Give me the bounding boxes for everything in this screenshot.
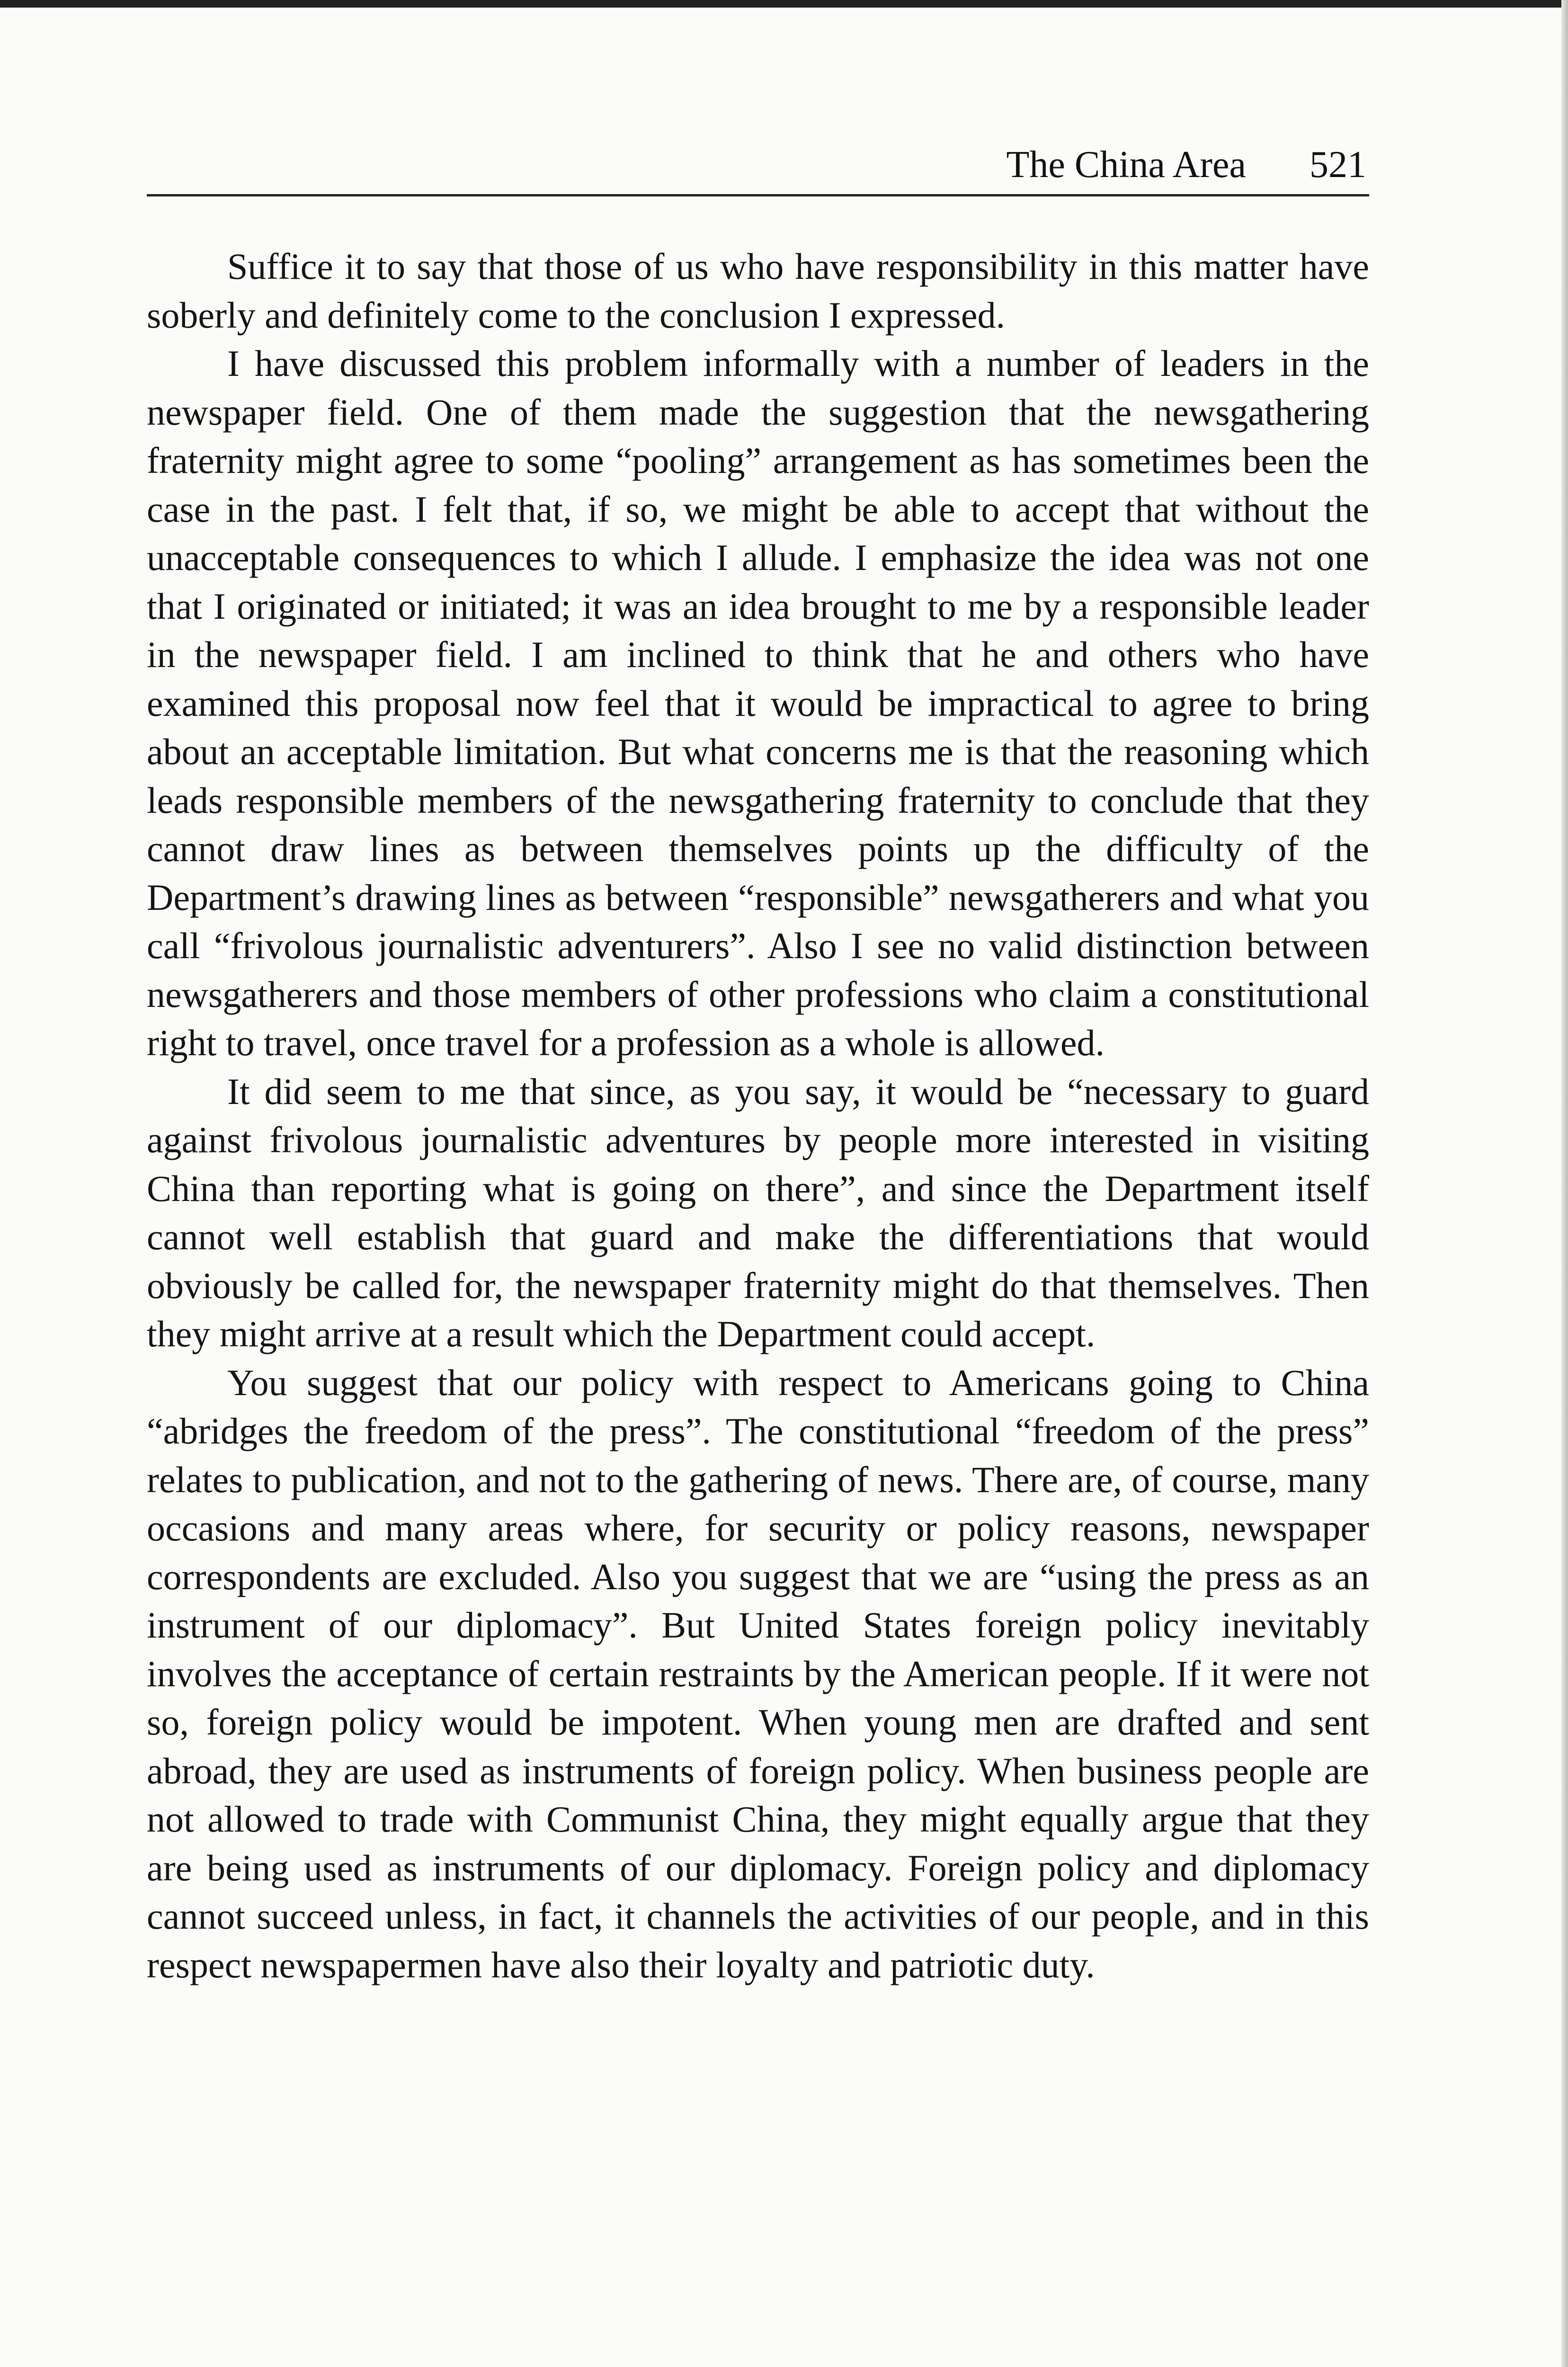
paragraph-1: Suffice it to say that those of us who have responsibility in this matter have soberly and definitely come to the conclusion I expressed. — [147, 246, 1369, 336]
body-text — [147, 242, 1369, 1989]
paragraph-2: I have discussed this problem informally with a number of leaders in the newspaper field. One of them made the suggestion that the newsgathering fraternity might agree to some “pooling” arrangement as has sometimes been the case in the past. I felt that, if so, we might be able to accept that without the unacceptable consequences to which I allude. I emphasize the idea was not one that I originated or initiated; it was an idea brought to me by a responsible leader in the newspaper field. I am inclined to think that he and others who have examined this proposal now feel that it would be impractical to agree to bring about an acceptable limitation. But what concerns me is that the reasoning which leads responsible members of the newsgathering fraternity to conclude that they cannot draw lines as between themselves points up the difficulty of the Department’s drawing lines as between “responsible” newsgatherers and what you call “frivolous journalistic adventurers”. Also I see no valid distinction between newsgatherers and those members of other professions who claim a constitutional right to travel, once travel for a profession as a whole is allowed. — [147, 343, 1369, 1063]
running-head-title: The China Area — [1006, 144, 1246, 186]
page-number: 521 — [1310, 144, 1366, 186]
running-head — [147, 137, 1369, 196]
scan-right-edge — [1561, 0, 1568, 2367]
paragraph-4: You suggest that our policy with respect to Americans going to China “abridges the freedom of the press”. The constitutional “freedom of the press” relates to publication, and not to the gathering of news. There are, of course, many occasions and many areas where, for security or policy reasons, newspaper correspondents are excluded. Also you suggest that we are “using the press as an instrument of our diplomacy”. But United States foreign policy inevitably involves the acceptance of certain restraints by the American people. If it were not so, foreign policy would be impotent. When young men are drafted and sent abroad, they are used as instruments of foreign policy. When business people are not allowed to trade with Communist China, they might equally argue that they are being used as instruments of our diplomacy. Foreign policy and diplomacy cannot succeed unless, in fact, it channels the activities of our people, and in this respect newspapermen have also their loyalty and patriotic duty. — [147, 1361, 1369, 1985]
scan-top-edge — [0, 0, 1568, 8]
paragraph-3: It did seem to me that since, as you say, it would be “necessary to guard against frivolous journalistic adventures by people more interested in visiting China than reporting what is going on there”, and since the Department itself cannot well establish that guard and make the differentiations that would obviously be called for, the newspaper fraternity might do that themselves. Then they might arrive at a result which the Department could accept. — [147, 1070, 1369, 1354]
